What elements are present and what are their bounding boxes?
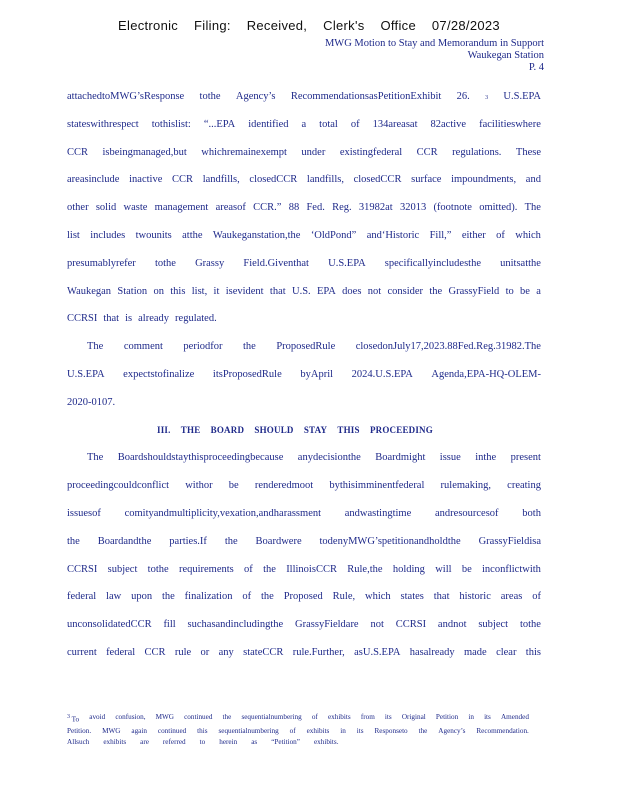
- text-line: list includes twounits atthe Waukeganstation,the ‘OldPond” and‘Historic Fill,” either of which: [67, 229, 541, 241]
- text-line: The comment periodfor the ProposedRule closedonJuly17,2023.88Fed.Reg.31982.The: [87, 341, 541, 353]
- text-line: The Boardshouldstaythisproceedingbecause anydecisionthe Boardmight issue inthe present: [87, 452, 541, 464]
- text-line: proceedingcouldconflict withor be renderedmoot bythisimminentfederal rulemaking, creating: [67, 480, 541, 492]
- footnote-line: $^3$ To avoid confusion, MWG continued the sequentialnumbering of exhibits from its Original Petition in its Amended: [67, 713, 529, 724]
- text-line: CCRSI subject tothe requirements of the IllinoisCCR Rule,the holding will be inconflictwith: [67, 563, 541, 575]
- text-line: stateswithrespect tothislist: “...EPA identified a total of 134areasat 82active facilitieswhere: [67, 118, 541, 130]
- text-line: presumablyrefer tothe Grassy Field.Giventhat U.S.EPA specificallyincludesthe unitsatthe: [67, 257, 541, 269]
- text-line: U.S.EPA expectstofinalize itsProposedRule byApril 2024.U.S.EPA Agenda,EPA-HQ-OLEM-: [67, 368, 541, 380]
- document-body: [67, 91, 541, 675]
- text-line: areasinclude inactive CCR landfills, closedCCR landfills, closedCCR surface impoundments, and: [67, 174, 541, 186]
- text-line: CCR isbeingmanaged,but whichremainexempt under existingfederal CCR regulations. These: [67, 146, 541, 158]
- footnote-line: Allsuch exhibits are referred to herein as “Petition” exhibits.: [67, 738, 339, 747]
- page-number: P. 4: [528, 62, 544, 73]
- text-line: Waukegan Station on this list, it isevident that U.S. EPA does not consider the GrassyField to be a: [67, 285, 541, 297]
- footnote: [67, 712, 529, 749]
- text-line: unconsolidatedCCR fill suchasandincludingthe GrassyFieldare not CCRSI andnot subject tothe: [67, 619, 541, 631]
- paragraph-2: [67, 341, 541, 424]
- running-header-title: MWG Motion to Stay and Memorandum in Support: [324, 38, 544, 49]
- running-header-subtitle: Waukegan Station: [467, 50, 544, 61]
- section-heading: III. THE BOARD SHOULD STAY THIS PROCEEDING: [157, 424, 433, 435]
- text-line: the Boardandthe parties.If the Boardwere todenyMWG’spetitionandholdthe GrassyFieldisa: [67, 535, 541, 547]
- text-line: 2020-0107.: [67, 396, 116, 408]
- text-line: CCRSI that is already regulated.: [67, 313, 217, 325]
- footnote-line: Petition. MWG again continued this sequentialnumbering of exhibits in its Responseto the Agency’s Recommendation.: [67, 726, 529, 735]
- text-line: current federal CCR rule or any stateCCR rule.Further, asU.S.EPA hasalready made clear this: [67, 646, 541, 658]
- text-line: attachedtoMWG’sResponse tothe Agency’s RecommendationsasPetitionExhibit 26. 3 U.S.EPA: [67, 91, 541, 102]
- text-line: issuesof comityandmultiplicity,vexation,andharassment andwastingtime andresourcesof both: [67, 507, 541, 519]
- footnote-reference[interactable]: 3: [485, 95, 489, 101]
- paragraph-3: [67, 452, 541, 674]
- text-line: federal law upon the finalization of the Proposed Rule, which states that historic areas of: [67, 591, 541, 603]
- running-header: [325, 38, 544, 74]
- text-line: other solid waste management areasof CCR.” 88 Fed. Reg. 31982at 32013 (footnote omitted). The: [67, 202, 541, 214]
- paragraph-1: [67, 91, 541, 341]
- footnote-marker: 3: [67, 714, 70, 720]
- filing-stamp: Electronic Filing: Received, Clerk's Office 07/28/2023: [118, 18, 500, 33]
